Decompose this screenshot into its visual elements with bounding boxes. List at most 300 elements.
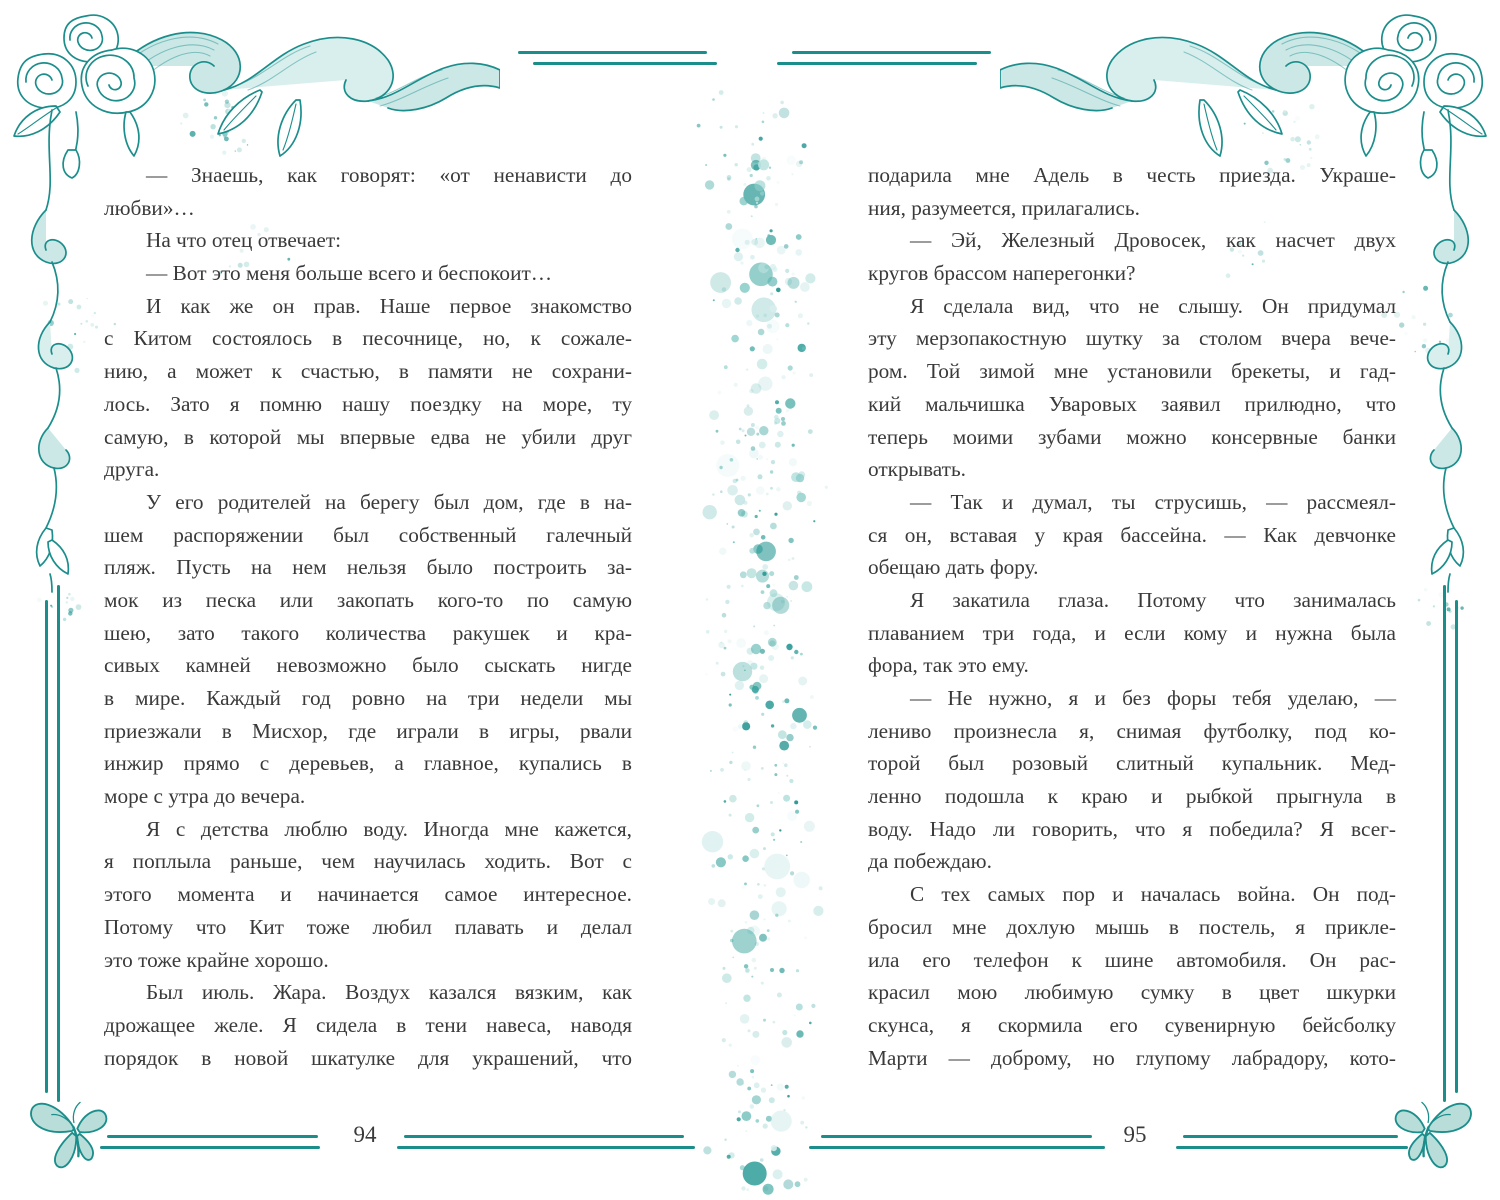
splatter-dot <box>724 647 727 650</box>
splatter-dot <box>760 1158 764 1162</box>
splatter-dot <box>785 1085 789 1089</box>
splatter-dot <box>716 430 719 433</box>
splatter-dot <box>752 1076 755 1079</box>
splatter-dot <box>789 458 797 466</box>
splatter-dot <box>771 1145 777 1151</box>
splatter-dot <box>742 855 749 862</box>
splatter-dot <box>776 288 781 293</box>
splatter-dot <box>786 409 789 412</box>
splatter-dot <box>788 559 791 562</box>
bottom-border-line <box>107 1135 318 1138</box>
splatter-dot <box>727 210 731 214</box>
text-line: теперь моими зубами можно консервные банки <box>868 424 1396 449</box>
splatter-dot <box>741 761 751 771</box>
splatter-dot <box>734 297 742 305</box>
splatter-dot <box>706 598 709 601</box>
splatter-dot <box>759 510 761 512</box>
splatter-dot <box>773 625 775 627</box>
splatter-dot <box>772 267 777 272</box>
text-line: На что отец отвечает: <box>146 228 342 253</box>
splatter-dot <box>758 894 763 899</box>
splatter-dot <box>793 872 810 889</box>
splatter-dot <box>750 1069 754 1073</box>
text-line: торой был розовый слитный купальник. Мед- <box>868 751 1396 776</box>
splatter-dot <box>750 1055 760 1065</box>
text-line: обещаю дать фору. <box>868 555 1039 580</box>
splatter-dot <box>767 324 772 329</box>
text-line: мок из песка или закопать кого-то по самую <box>104 587 632 612</box>
splatter-dot <box>737 1117 741 1121</box>
splatter-dot <box>705 164 707 166</box>
splatter-dot <box>760 666 764 670</box>
splatter-dot <box>796 1004 803 1011</box>
splatter-dot <box>716 662 719 665</box>
splatter-dot <box>735 125 738 128</box>
splatter-dot <box>740 571 747 578</box>
splatter-dot <box>813 520 815 522</box>
splatter-dot <box>769 167 771 169</box>
splatter-dot <box>708 898 715 905</box>
splatter-dot <box>736 1078 743 1085</box>
splatter-dot <box>771 724 774 727</box>
text-line: открывать. <box>868 457 966 482</box>
top-border-line <box>518 51 707 54</box>
splatter-dot <box>773 584 776 587</box>
splatter-dot <box>724 800 727 803</box>
splatter-dot <box>739 428 742 431</box>
splatter-dot <box>764 854 790 880</box>
splatter-dot <box>743 720 748 725</box>
splatter-dot <box>750 174 753 177</box>
splatter-dot <box>750 910 760 920</box>
splatter-dot <box>738 509 746 517</box>
splatter-dot <box>719 90 724 95</box>
splatter-dot <box>745 921 748 924</box>
splatter-dot <box>757 804 760 807</box>
splatter-dot <box>763 1186 768 1191</box>
splatter-dot <box>787 1095 790 1098</box>
splatter-dot <box>749 389 753 393</box>
splatter-dot <box>752 958 757 963</box>
splatter-dot <box>779 108 790 119</box>
right-border-line <box>1443 585 1446 1102</box>
splatter-dot <box>791 656 794 659</box>
splatter-dot <box>744 964 748 968</box>
splatter-dot <box>775 914 778 917</box>
text-line: фора, так это ему. <box>868 653 1029 678</box>
text-line: это тоже крайне хорошо. <box>104 947 329 972</box>
text-line: — Эй, Железный Дровосек, как насчет двух <box>910 228 1396 253</box>
splatter-dot <box>803 720 812 729</box>
splatter-dot <box>740 261 743 264</box>
splatter-dot <box>773 839 775 841</box>
splatter-dot <box>747 568 757 578</box>
splatter-dot <box>804 821 815 832</box>
splatter-dot <box>764 884 767 887</box>
splatter-dot <box>762 564 768 570</box>
text-line: ром. Той зимой мне установили брекеты, и гад- <box>868 359 1396 384</box>
text-line: приезжали в Мисхор, где играли в игры, рвали <box>104 718 632 743</box>
splatter-dot <box>792 708 807 723</box>
splatter-dot <box>746 369 748 371</box>
text-line: самую, в которой мы впервые едва не убили друг <box>104 424 632 449</box>
splatter-dot <box>729 1071 736 1078</box>
splatter-dot <box>763 1124 768 1129</box>
text-line: — Не нужно, я и без форы тебя уделаю, — <box>910 686 1396 710</box>
splatter-dot <box>732 229 753 250</box>
splatter-dot <box>762 121 765 124</box>
splatter-dot <box>789 581 799 591</box>
splatter-dot <box>771 1084 773 1086</box>
splatter-dot <box>727 585 731 589</box>
splatter-dot <box>735 163 738 166</box>
splatter-dot <box>772 597 789 614</box>
splatter-dot <box>742 1111 752 1121</box>
splatter-dot <box>790 871 794 875</box>
text-line: бросил мне дохлую мышь в постель, я прикле- <box>868 914 1396 939</box>
splatter-dot <box>751 423 755 427</box>
splatter-dot <box>804 1178 808 1182</box>
splatter-dot <box>758 263 769 274</box>
bottom-border-line <box>1183 1135 1398 1138</box>
splatter-dot <box>758 474 763 479</box>
splatter-dot <box>721 672 726 677</box>
splatter-dot <box>755 425 759 429</box>
splatter-dot <box>749 548 755 554</box>
splatter-dot <box>771 832 775 836</box>
text-line: Потому что Кит тоже любил плавать и делал <box>104 914 632 939</box>
splatter-dot <box>752 1095 761 1104</box>
splatter-dot <box>753 625 755 627</box>
splatter-dot <box>768 655 774 661</box>
splatter-dot <box>773 1169 783 1179</box>
text-line: любви»… <box>104 195 195 220</box>
splatter-dot <box>813 906 823 916</box>
bottom-border-line <box>1176 1146 1408 1149</box>
text-line: кий мальчишка Уваровых заявил прилюдно, что <box>868 391 1396 416</box>
splatter-dot <box>735 681 744 690</box>
splatter-dot <box>763 1019 766 1022</box>
bottom-border-line <box>100 1146 320 1149</box>
splatter-dot <box>712 864 716 868</box>
splatter-dot <box>761 535 766 540</box>
splatter-dot <box>800 841 802 843</box>
splatter-dot <box>798 677 807 686</box>
splatter-dot <box>767 937 770 940</box>
splatter-dot <box>777 1084 784 1091</box>
text-line: плаванием три года, и если кому и нужна была <box>868 620 1396 645</box>
splatter-dot <box>724 365 728 369</box>
splatter-dot <box>777 431 783 437</box>
text-line: с Китом состоялось в песочнице, но, к сожале- <box>104 326 632 351</box>
splatter-dot <box>720 126 723 129</box>
splatter-dot <box>705 673 707 675</box>
splatter-dot <box>1433 605 1435 607</box>
splatter-dot <box>773 1021 776 1024</box>
splatter-dot <box>772 901 787 916</box>
splatter-dot <box>800 1121 804 1125</box>
splatter-dot <box>724 630 727 633</box>
splatter-dot <box>788 277 800 289</box>
splatter-dot <box>729 795 737 803</box>
splatter-dot <box>719 548 726 555</box>
splatter-dot <box>722 973 732 983</box>
splatter-dot <box>1460 606 1463 609</box>
splatter-dot <box>804 936 807 939</box>
splatter-dot <box>76 604 82 610</box>
splatter-dot <box>783 1109 785 1111</box>
splatter-dot <box>770 801 773 804</box>
splatter-dot <box>784 698 789 703</box>
splatter-dot <box>785 269 789 273</box>
splatter-dot <box>718 899 726 907</box>
text-line: я поплыла раньше, чем научилась ходить. Вот с <box>104 849 632 874</box>
splatter-dot <box>767 929 770 932</box>
splatter-dot <box>770 487 773 490</box>
page-number-left: 94 <box>353 1122 377 1147</box>
splatter-dot <box>746 320 752 326</box>
splatter-dot <box>732 957 734 959</box>
top-border-line <box>777 62 977 65</box>
splatter-dot <box>785 398 795 408</box>
splatter-dot <box>716 857 726 867</box>
bottom-border-line <box>404 1135 684 1138</box>
text-line: красил мою любимую сумку в цвет шкурки <box>868 980 1396 1005</box>
splatter-dot <box>789 779 793 783</box>
splatter-dot <box>745 813 754 822</box>
splatter-dot <box>774 773 777 776</box>
splatter-dot <box>755 942 759 946</box>
splatter-dot <box>1426 621 1431 626</box>
splatter-dot <box>736 440 741 445</box>
splatter-dot <box>761 767 764 770</box>
splatter-dot <box>709 410 719 420</box>
splatter-dot <box>743 183 746 186</box>
splatter-dot <box>788 538 793 543</box>
splatter-dot <box>766 176 771 181</box>
splatter-dot <box>790 600 792 602</box>
page-text-left <box>104 159 632 1074</box>
splatter-dot <box>770 305 778 313</box>
splatter-dot <box>813 726 817 730</box>
splatter-dot <box>729 703 732 706</box>
splatter-dot <box>795 1181 801 1187</box>
splatter-dot <box>805 1126 807 1128</box>
splatter-dot <box>750 533 754 537</box>
splatter-dot <box>741 585 744 588</box>
splatter-dot <box>747 778 750 781</box>
splatter-dot <box>779 741 789 751</box>
page-text-right <box>868 159 1396 1074</box>
splatter-dot <box>783 501 792 510</box>
bottom-border-line <box>821 1135 1092 1138</box>
splatter-dot <box>744 883 747 886</box>
splatter-dot <box>792 557 795 560</box>
splatter-dot <box>761 713 764 716</box>
text-line: ленно подошла к краю и рыбкой прыгнула в <box>868 784 1396 809</box>
butterfly-icon <box>22 1085 122 1176</box>
splatter-dot <box>775 313 780 318</box>
splatter-dot <box>706 630 710 634</box>
splatter-dot <box>722 1038 726 1042</box>
splatter-dot <box>772 113 777 118</box>
splatter-dot <box>755 197 760 202</box>
splatter-dot <box>757 883 760 886</box>
splatter-dot <box>794 575 799 580</box>
splatter-dot <box>750 255 755 260</box>
splatter-dot <box>755 696 759 700</box>
splatter-dot <box>767 234 770 237</box>
splatter-dot <box>786 734 793 741</box>
splatter-dot <box>776 181 779 184</box>
splatter-dot <box>729 694 731 696</box>
splatter-dot <box>807 501 812 506</box>
splatter-dot <box>750 346 755 351</box>
splatter-dot <box>702 831 723 852</box>
text-line: Я с детства люблю воду. Иногда мне кажется, <box>146 816 632 841</box>
splatter-dot <box>771 460 775 464</box>
splatter-dot <box>742 885 746 889</box>
splatter-dot <box>63 618 66 621</box>
splatter-dot <box>781 421 786 426</box>
splatter-dot <box>722 299 731 308</box>
splatter-dot <box>781 1037 792 1048</box>
text-line: порядок в новой шкатулке для украшений, что <box>104 1045 632 1070</box>
splatter-dot <box>811 1004 815 1008</box>
text-line: Был июль. Жара. Воздух казался вязким, как <box>146 980 632 1005</box>
text-line: инжир прямо с деревьев, а главное, купались в <box>104 751 632 776</box>
splatter-dot <box>734 252 743 261</box>
splatter-dot <box>723 154 726 157</box>
splatter-dot <box>730 458 734 462</box>
text-line: И как же он прав. Наше первое знакомство <box>146 293 632 318</box>
splatter-dot <box>727 175 732 180</box>
splatter-dot <box>741 476 746 481</box>
left-border-line <box>45 600 48 1093</box>
splatter-dot <box>774 764 777 767</box>
splatter-dot <box>802 581 813 592</box>
splatter-dot <box>770 229 773 232</box>
splatter-dot <box>774 513 777 516</box>
splatter-dot <box>703 505 717 519</box>
splatter-dot <box>728 639 732 643</box>
splatter-dot <box>746 1188 749 1191</box>
splatter-dot <box>782 762 784 764</box>
splatter-dot <box>733 662 752 681</box>
splatter-dot <box>748 1029 751 1032</box>
splatter-dot <box>774 240 776 242</box>
splatter-dot <box>713 299 715 301</box>
text-line: дрожащее желе. Я сидела в тени навеса, наводя <box>104 1012 632 1037</box>
splatter-dot <box>751 143 754 146</box>
text-line: ся он, вставая у края бассейна. — Как девчонке <box>868 522 1396 547</box>
left-border-line <box>57 585 60 1102</box>
splatter-dot <box>792 444 795 447</box>
splatter-dot <box>761 590 765 594</box>
splatter-dot <box>819 886 823 890</box>
splatter-dot <box>758 455 763 460</box>
splatter-dot <box>705 180 714 189</box>
splatter-dot <box>796 969 799 972</box>
text-line: подарила мне Адель в честь приезда. Украше- <box>868 163 1396 187</box>
splatter-dot <box>770 470 773 473</box>
splatter-dot <box>754 967 757 970</box>
splatter-dot <box>766 458 768 460</box>
splatter-dot <box>720 441 724 445</box>
splatter-dot <box>809 373 813 377</box>
splatter-dot <box>770 523 777 530</box>
bottom-border-line <box>809 1146 1105 1149</box>
splatter-dot <box>725 223 732 230</box>
splatter-dot <box>745 240 750 245</box>
text-line: Марти — доброму, но глупому лабрадору, кото- <box>868 1045 1396 1070</box>
text-line: сивых камней невозможно было сыскать нигде <box>104 653 632 678</box>
text-line: скунса, я скормила его сувенирную бейсболку <box>868 1012 1396 1037</box>
splatter-dot <box>697 124 701 128</box>
splatter-dot <box>809 1022 812 1025</box>
splatter-dot <box>793 372 796 375</box>
splatter-dot <box>757 359 768 370</box>
text-line: ила его телефон к шине автомобиля. Он рас- <box>868 947 1396 972</box>
splatter-dot <box>808 429 813 434</box>
splatter-dot <box>763 112 765 114</box>
splatter-dot <box>724 1139 726 1141</box>
splatter-dot <box>774 415 779 420</box>
splatter-dot <box>733 727 738 732</box>
splatter-dot <box>759 442 766 449</box>
text-line: нию, а может к счастью, в памяти не сохрани- <box>104 359 632 384</box>
splatter-dot <box>727 1155 731 1159</box>
splatter-dot <box>734 383 738 387</box>
splatter-dot <box>779 829 781 831</box>
splatter-dot <box>775 203 778 206</box>
splatter-dot <box>765 701 774 710</box>
splatter-dot <box>753 682 762 691</box>
splatter-dot <box>712 98 715 101</box>
splatter-dot <box>777 993 782 998</box>
splatter-dot <box>761 982 764 985</box>
splatter-dot <box>66 601 68 603</box>
splatter-dot <box>807 322 809 324</box>
splatter-dot <box>783 1179 793 1189</box>
splatter-dot <box>756 202 758 204</box>
splatter-dot <box>763 847 766 850</box>
splatter-dot <box>733 541 735 543</box>
splatter-dot <box>751 644 761 654</box>
page-number-right: 95 <box>1123 1122 1147 1147</box>
splatter-dot <box>795 301 797 303</box>
splatter-dot <box>802 143 807 148</box>
text-line: — Так и думал, ты струсишь, — рассмеял- <box>910 489 1396 514</box>
text-line: да побеждаю. <box>868 849 992 874</box>
splatter-dot <box>770 968 774 972</box>
splatter-dot <box>776 887 786 897</box>
splatter-dot <box>722 613 727 618</box>
splatter-dot <box>791 173 793 175</box>
splatter-dot <box>782 1030 787 1035</box>
splatter-dot <box>766 493 769 496</box>
splatter-dot <box>758 159 769 170</box>
text-line: эту мерзопакостную шутку за столом вчера вече- <box>868 326 1396 351</box>
splatter-dot <box>725 600 729 604</box>
splatter-dot <box>796 493 806 503</box>
splatter-dot <box>738 1110 741 1113</box>
splatter-dot <box>744 407 753 416</box>
splatter-dot <box>809 746 811 748</box>
splatter-dot <box>775 400 779 404</box>
splatter-dot <box>754 1082 760 1088</box>
text-line: С тех самых пор и началась война. Он под- <box>910 882 1396 907</box>
